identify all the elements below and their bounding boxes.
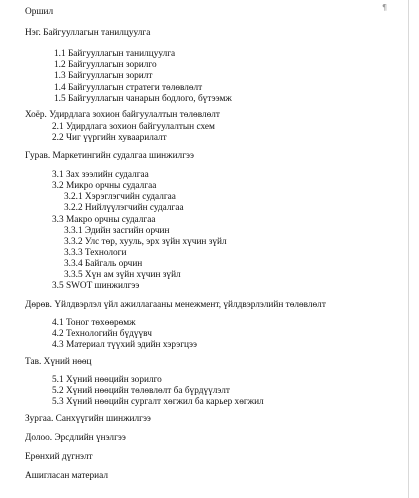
toc-section-4-1: 4.1 Тоног төхөөрөмж — [52, 318, 136, 328]
toc-section-1-5: 1.5 Байгууллагын чанарын бодлого, бүтээмж — [54, 94, 232, 104]
toc-chapter-2: Хоёр. Удирдлага зохион байгуулалтын төлөвлөлт — [25, 110, 220, 120]
page-margin-edge — [408, 0, 409, 498]
toc-section-1-4: 1.4 Байгууллагын стратеги төлөвлөлт — [54, 83, 203, 93]
toc-entry-intro: Оршил — [25, 7, 54, 17]
toc-chapter-5: Тав. Хүний нөөц — [25, 357, 92, 367]
toc-conclusion: Ерөнхий дүгнэлт — [25, 452, 93, 462]
toc-chapter-7: Долоо. Эрсдлийн үнэлгээ — [25, 433, 126, 443]
toc-section-2-2: 2.2 Чиг үүргийн хуваарилалт — [52, 133, 167, 143]
toc-chapter-6: Зургаа. Санхүүгийн шинжилгээ — [25, 414, 151, 424]
toc-section-3-3: 3.3 Макро орчны судалгаа — [52, 215, 156, 225]
toc-subsection-3-2-1: 3.2.1 Хэрэглэгчийн судалгаа — [64, 192, 176, 202]
toc-section-5-2: 5.2 Хүний нөөцийн төлөвлөлт ба бүрдүүлэлт — [52, 386, 230, 396]
toc-subsection-3-3-4: 3.3.4 Байгаль орчин — [64, 259, 143, 269]
toc-section-4-2: 4.2 Технологийн бүдүүвч — [52, 329, 152, 339]
toc-section-3-1: 3.1 Зах зээлийн судалгаа — [52, 170, 149, 180]
toc-section-1-1: 1.1 Байгууллагын танилцуулга — [54, 49, 176, 59]
toc-section-2-1: 2.1 Удирдлага зохион байгуулалтын схем — [52, 122, 215, 132]
toc-section-5-1: 5.1 Хүний нөөцийн зорилго — [52, 375, 162, 385]
toc-section-1-3: 1.3 Байгууллагын зорилт — [54, 71, 153, 81]
toc-subsection-3-2-2: 3.2.2 Нийлүүлэгчийн судалгаа — [64, 203, 184, 213]
toc-subsection-3-3-3: 3.3.3 Технологи — [64, 248, 127, 258]
toc-chapter-1: Нэг. Байгууллагын танилцуулга — [25, 28, 151, 38]
toc-section-4-3: 4.3 Материал түүхий эдийн хэрэгцээ — [52, 340, 198, 350]
paragraph-mark-icon: ¶ — [382, 3, 388, 12]
toc-section-5-3: 5.3 Хүний нөөцийн сургалт хөгжил ба карьер хөгжил — [52, 397, 264, 407]
toc-references: Ашигласан материал — [25, 471, 108, 481]
toc-subsection-3-3-1: 3.3.1 Эдийн засгийн орчин — [64, 226, 170, 236]
toc-section-3-2: 3.2 Микро орчны судалгаа — [52, 181, 157, 191]
toc-subsection-3-3-5: 3.3.5 Хүн ам зүйн хүчин зүйл — [64, 270, 181, 280]
toc-chapter-4: Дөрөв. Үйлдвэрлэл үйл ажиллагааны менежмент, үйлдвэрлэлийн төлөвлөлт — [25, 300, 326, 310]
toc-chapter-3: Гурав. Маркетингийн судалгаа шинжилгээ — [25, 151, 194, 161]
toc-subsection-3-3-2: 3.3.2 Улс төр, хууль, эрх зүйн хүчин зүйл — [64, 237, 227, 247]
toc-section-3-5: 3.5 SWOT шинжилгээ — [52, 281, 140, 291]
toc-section-1-2: 1.2 Байгууллагын зорилго — [54, 60, 157, 70]
